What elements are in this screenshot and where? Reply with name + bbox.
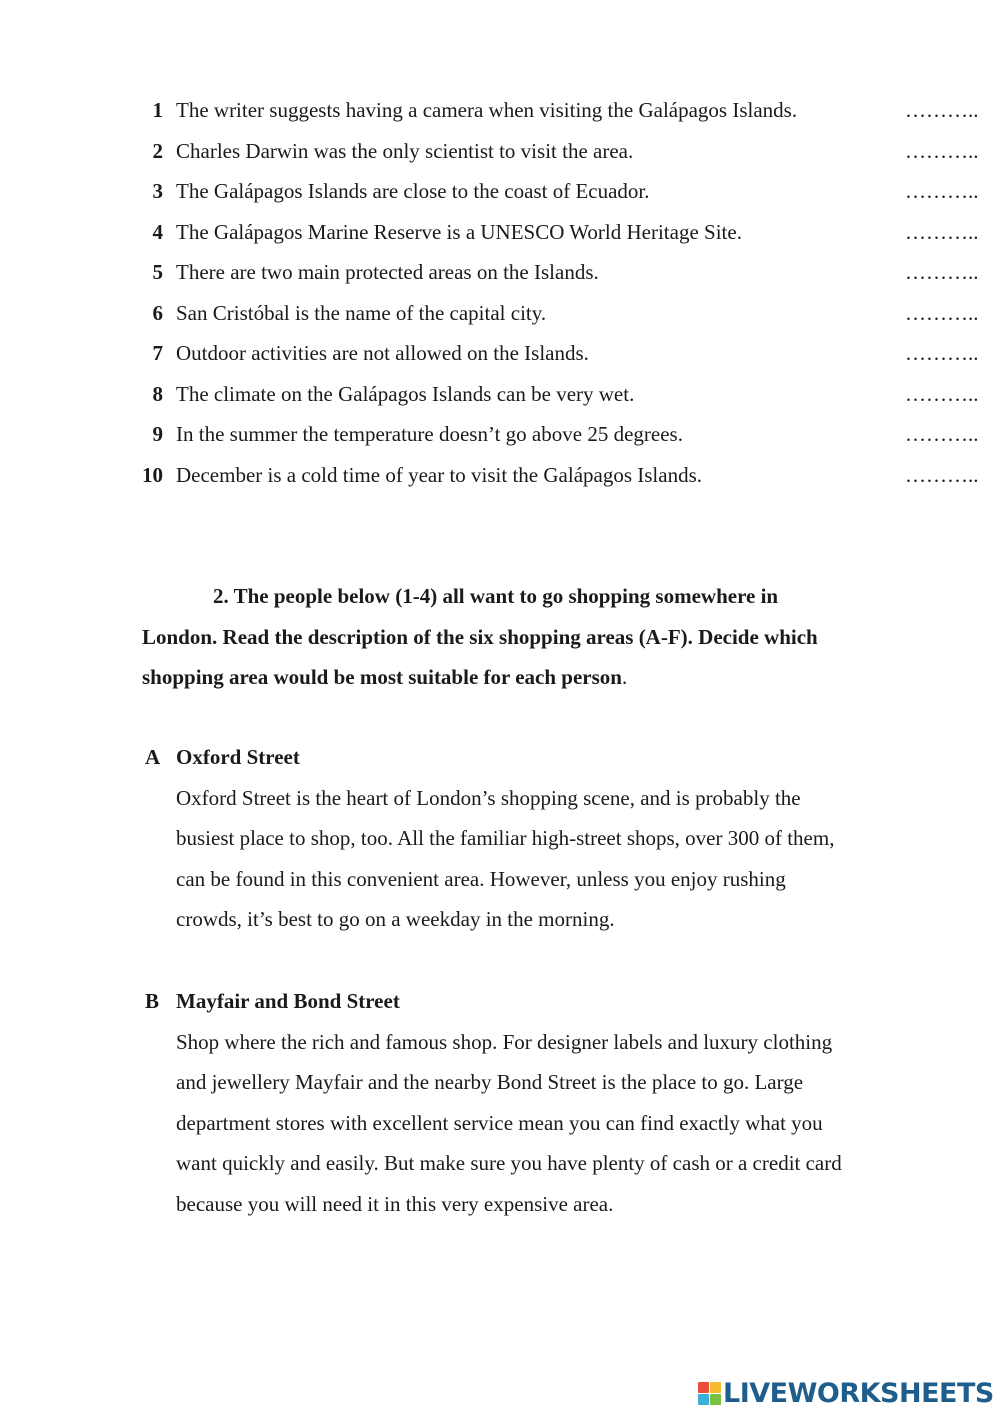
statement-text: San Cristóbal is the name of the capital city. <box>176 300 547 325</box>
statement-number: 6 <box>152 300 163 325</box>
area-description <box>176 778 936 940</box>
statement-row <box>135 414 995 455</box>
statement-text: December is a cold time of year to visit the Galápagos Islands. <box>176 462 703 487</box>
statement-text: The Galápagos Marine Reserve is a UNESCO World Heritage Site. <box>176 219 742 244</box>
description-line: want quickly and easily. But make sure you have plenty of cash or a credit card <box>176 1151 842 1175</box>
statement-number: 7 <box>152 341 163 365</box>
logo-tile <box>698 1382 709 1393</box>
area-letter: A <box>145 745 161 769</box>
instruction-line: 2. The people below (1-4) all want to go shopping somewhere in <box>213 584 779 608</box>
instruction-line: London. Read the description of the six shopping areas (A-F). Decide which <box>142 624 818 649</box>
statement-row <box>135 90 995 131</box>
statement-text: There are two main protected areas on the Islands. <box>176 260 599 284</box>
description-line: because you will need it in this very expensive area. <box>176 1191 614 1216</box>
area-title: Mayfair and Bond Street <box>176 989 400 1013</box>
brand-name: LIVEWORKSHEETS <box>723 1377 994 1409</box>
statement-number: 4 <box>152 219 163 244</box>
statement-number: 2 <box>152 138 163 163</box>
liveworksheets-logo-icon <box>698 1382 721 1405</box>
area-title: Oxford Street <box>176 745 300 769</box>
answer-blank[interactable]: ……….. <box>905 260 979 284</box>
logo-tile <box>698 1394 709 1405</box>
statement-row <box>135 455 995 496</box>
statement-row <box>135 131 995 172</box>
answer-blank[interactable]: ……….. <box>905 462 979 487</box>
statement-row <box>135 252 995 293</box>
statement-number: 5 <box>152 260 163 284</box>
statement-number: 9 <box>152 422 163 446</box>
statement-row <box>135 212 995 253</box>
statement-text: Charles Darwin was the only scientist to visit the area. <box>176 138 634 163</box>
description-line: Oxford Street is the heart of London’s shopping scene, and is probably the <box>176 785 801 810</box>
description-line: crowds, it’s best to go on a weekday in the morning. <box>176 907 615 931</box>
statement-text: In the summer the temperature doesn’t go above 25 degrees. <box>176 422 683 446</box>
area-letter: B <box>145 989 160 1013</box>
answer-blank[interactable]: ……….. <box>905 219 979 244</box>
liveworksheets-logo[interactable] <box>698 1376 994 1410</box>
logo-tile <box>710 1394 721 1405</box>
area-description <box>176 1022 936 1225</box>
description-line: busiest place to shop, too. All the familiar high-street shops, over 300 of them, <box>176 826 835 850</box>
section-2-instructions <box>142 576 942 698</box>
statement-text: The climate on the Galápagos Islands can be very wet. <box>176 381 635 406</box>
statement-row <box>135 293 995 334</box>
description-line: and jewellery Mayfair and the nearby Bond Street is the place to go. Large <box>176 1070 804 1094</box>
statement-number: 8 <box>152 381 163 406</box>
answer-blank[interactable]: ……….. <box>905 300 979 325</box>
instruction-period: . <box>621 665 628 689</box>
statement-text: The Galápagos Islands are close to the coast of Ecuador. <box>176 179 650 203</box>
answer-blank[interactable]: ……….. <box>905 138 979 163</box>
answer-blank[interactable]: ……….. <box>905 422 979 446</box>
description-line: department stores with excellent service mean you can find exactly what you <box>176 1110 823 1135</box>
description-line: can be found in this convenient area. However, unless you enjoy rushing <box>176 866 786 891</box>
answer-blank[interactable]: ……….. <box>905 179 979 203</box>
statement-number: 10 <box>142 462 163 487</box>
statement-row <box>135 374 995 415</box>
statement-number: 1 <box>152 98 163 122</box>
statement-row <box>135 333 995 374</box>
logo-tile <box>710 1382 721 1393</box>
answer-blank[interactable]: ……….. <box>905 341 979 365</box>
description-line: Shop where the rich and famous shop. For designer labels and luxury clothing <box>176 1029 833 1054</box>
instruction-line <box>142 657 942 698</box>
instruction-line-text: shopping area would be most suitable for each person <box>142 665 622 689</box>
statement-text: Outdoor activities are not allowed on the Islands. <box>176 341 589 365</box>
answer-blank[interactable]: ……….. <box>905 381 979 406</box>
answer-blank[interactable]: ……….. <box>905 98 979 122</box>
statement-number: 3 <box>152 179 163 203</box>
statement-row <box>135 171 995 212</box>
statement-text: The writer suggests having a camera when visiting the Galápagos Islands. <box>176 98 798 122</box>
true-false-statements <box>135 90 995 495</box>
